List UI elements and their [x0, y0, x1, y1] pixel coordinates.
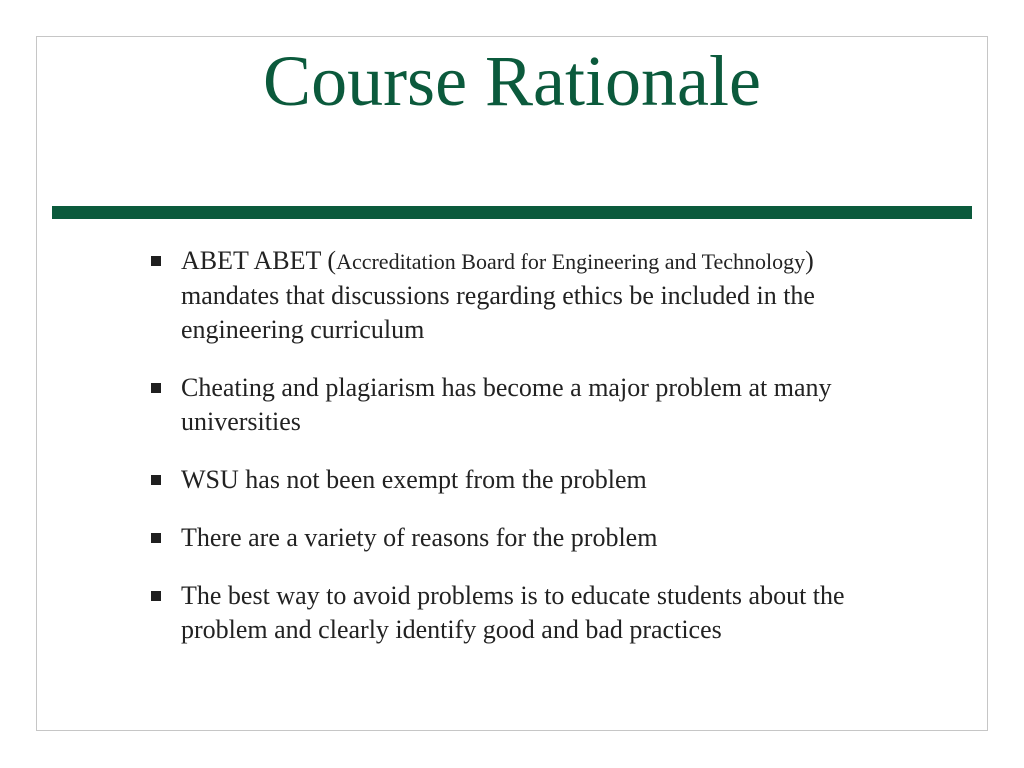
abet-expansion: Accreditation Board for Engineering and Technology [336, 249, 806, 274]
bullet-item-wsu [150, 463, 910, 497]
bullet-item-education [150, 579, 910, 647]
bullet-item-cheating [150, 371, 910, 439]
bullet-text: There are a variety of reasons for the problem [181, 523, 658, 552]
square-bullet-icon [151, 256, 161, 266]
bullet-list [150, 244, 910, 671]
title-divider [52, 206, 972, 219]
bullet-text: The best way to avoid problems is to educate students about the problem and clearly identify good and bad practices [181, 581, 845, 644]
bullet-text: Cheating and plagiarism has become a major problem at many universities [181, 373, 832, 436]
bullet-item-reasons [150, 521, 910, 555]
bullet-text-suffix: ) mandates that discussions regarding ethics be included in the engineering curriculum [181, 246, 815, 344]
bullet-item-abet [150, 244, 910, 347]
square-bullet-icon [151, 591, 161, 601]
square-bullet-icon [151, 383, 161, 393]
square-bullet-icon [151, 533, 161, 543]
bullet-text-prefix: ABET ABET ( [181, 246, 337, 275]
square-bullet-icon [151, 475, 161, 485]
bullet-text: WSU has not been exempt from the problem [181, 465, 647, 494]
slide-title: Course Rationale [263, 41, 761, 121]
